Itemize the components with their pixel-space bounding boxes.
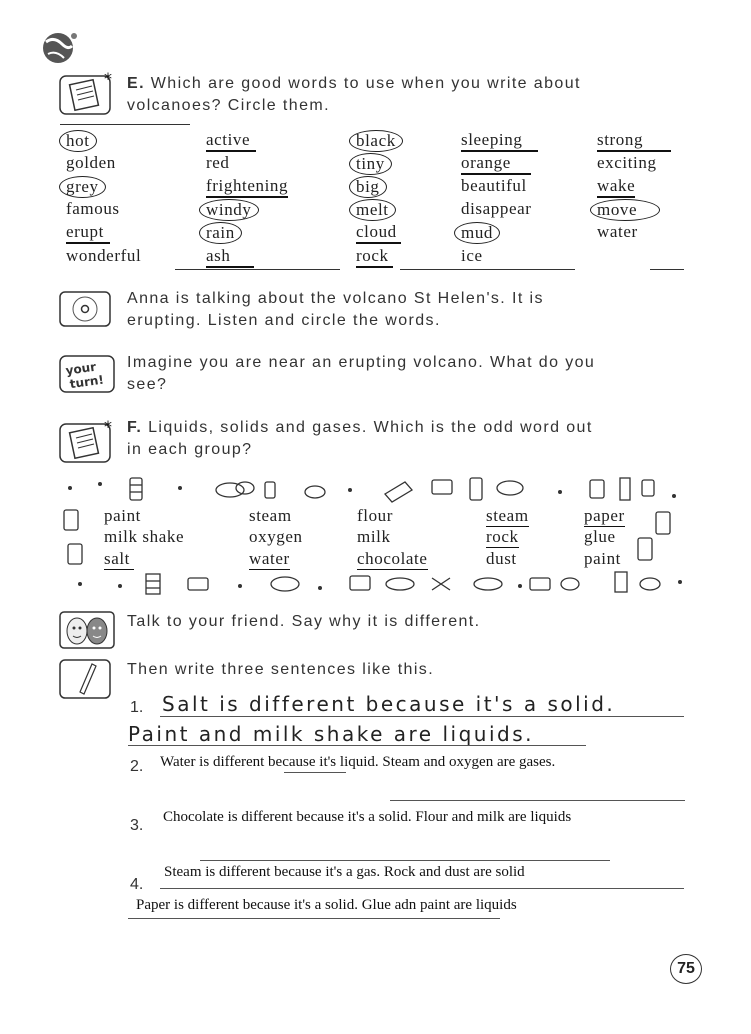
word-move[interactable]: move: [590, 199, 660, 221]
section-f-instruction: F. Liquids, solids and gases. Which is the odd word out in each group?: [127, 419, 593, 458]
notebook-star-icon: [58, 418, 114, 464]
writing-line: [390, 800, 685, 801]
word-beautiful[interactable]: beautiful: [461, 176, 527, 195]
f-group1-word1[interactable]: paint: [104, 506, 141, 525]
f-group3-word1[interactable]: flour: [357, 506, 394, 525]
divider: [175, 269, 340, 270]
word-grey[interactable]: grey: [59, 176, 106, 198]
word-sleeping[interactable]: sleeping: [461, 130, 538, 152]
word-rain[interactable]: rain: [199, 222, 242, 244]
word-golden[interactable]: golden: [66, 153, 116, 172]
word-wonderful[interactable]: wonderful: [66, 246, 142, 265]
writing-line: [160, 888, 684, 889]
answer-2-number: 2.: [130, 758, 144, 775]
section-e-instruction: E. Which are good words to use when you write about volcanoes? Circle them.: [127, 75, 581, 114]
answer-2-text[interactable]: Water is different because it's liquid. Steam and oxygen are gases.: [160, 754, 556, 770]
example-sentence-2: Paint and milk shake are liquids.: [128, 722, 534, 746]
f-group2-word3[interactable]: water: [249, 549, 290, 568]
section-f-label: F.: [127, 419, 143, 436]
word-ice[interactable]: ice: [461, 246, 483, 265]
writing-line: [128, 918, 500, 919]
word-windy[interactable]: windy: [199, 199, 259, 221]
word-red[interactable]: red: [206, 153, 230, 172]
divider: [650, 269, 684, 270]
answer-4-text[interactable]: Steam is different because it's a gas. Rock and dust are solid: [164, 864, 525, 880]
your-turn-instruction: Imagine you are near an erupting volcano. What do you see?: [127, 354, 596, 393]
example-sentence-1: Salt is different because it's a solid.: [162, 692, 616, 716]
writing-line: [200, 860, 610, 861]
f-group3-word2[interactable]: milk: [357, 527, 391, 546]
divider: [400, 269, 575, 270]
word-strong[interactable]: strong: [597, 130, 671, 152]
globe-icon: [38, 28, 82, 66]
page-number: 75: [670, 954, 702, 984]
word-wake[interactable]: wake: [597, 176, 635, 198]
answer-5-text[interactable]: Paper is different because it's a solid. Glue adn paint are liquids: [136, 897, 517, 913]
writing-line: [284, 772, 346, 773]
svg-text:turn!: turn!: [68, 372, 105, 392]
word-active[interactable]: active: [206, 130, 256, 152]
answer-3-text[interactable]: Chocolate is different because it's a solid. Flour and milk are liquids: [163, 809, 572, 825]
write-instruction: Then write three sentences like this.: [127, 661, 435, 678]
svg-text:*: *: [104, 70, 112, 88]
word-tiny[interactable]: tiny: [349, 153, 392, 175]
two-faces-icon: [58, 610, 116, 650]
word-ash[interactable]: ash: [206, 246, 254, 268]
notebook-star-icon: [58, 70, 114, 116]
listen-instruction: Anna is talking about the volcano St Helen's. It is erupting. Listen and circle the words.: [127, 290, 544, 329]
f-group1-word2[interactable]: milk shake: [104, 527, 185, 546]
writing-line: [128, 745, 586, 746]
example-number: 1.: [130, 699, 144, 716]
word-mud[interactable]: mud: [454, 222, 500, 244]
your-turn-badge-icon: [58, 354, 116, 394]
word-exciting[interactable]: exciting: [597, 153, 657, 172]
writing-line: [160, 716, 684, 717]
word-famous[interactable]: famous: [66, 199, 120, 218]
svg-text:your: your: [64, 359, 97, 378]
pencil-paper-icon: [58, 658, 112, 700]
word-orange[interactable]: orange: [461, 153, 531, 175]
f-group2-word1[interactable]: steam: [249, 506, 292, 525]
f-group3-word3[interactable]: chocolate: [357, 549, 428, 568]
f-group5-word2[interactable]: glue: [584, 527, 616, 546]
word-black[interactable]: black: [349, 130, 403, 152]
answer-3-number: 3.: [130, 817, 144, 834]
divider: [60, 124, 190, 125]
svg-text:*: *: [104, 418, 112, 436]
word-cloud[interactable]: cloud: [356, 222, 401, 244]
word-erupt[interactable]: erupt: [66, 222, 110, 244]
cd-icon[interactable]: [58, 290, 112, 328]
word-rock[interactable]: rock: [356, 246, 393, 268]
f-group5-word3[interactable]: paint: [584, 549, 621, 568]
f-group2-word2[interactable]: oxygen: [249, 527, 303, 546]
f-group4-word1[interactable]: steam: [486, 506, 529, 525]
word-disappear[interactable]: disappear: [461, 199, 532, 218]
word-hot[interactable]: hot: [59, 130, 97, 152]
section-e-label: E.: [127, 75, 145, 92]
f-group4-word3[interactable]: dust: [486, 549, 517, 568]
word-frightening[interactable]: frightening: [206, 176, 288, 198]
f-group4-word2[interactable]: rock: [486, 527, 519, 546]
f-group1-word3[interactable]: salt: [104, 549, 134, 570]
f-group5-word1[interactable]: paper: [584, 506, 625, 525]
talk-instruction: Talk to your friend. Say why it is different.: [127, 613, 481, 630]
answer-4-number: 4.: [130, 876, 144, 893]
word-water[interactable]: water: [597, 222, 638, 241]
word-melt[interactable]: melt: [349, 199, 396, 221]
word-big[interactable]: big: [349, 176, 387, 198]
